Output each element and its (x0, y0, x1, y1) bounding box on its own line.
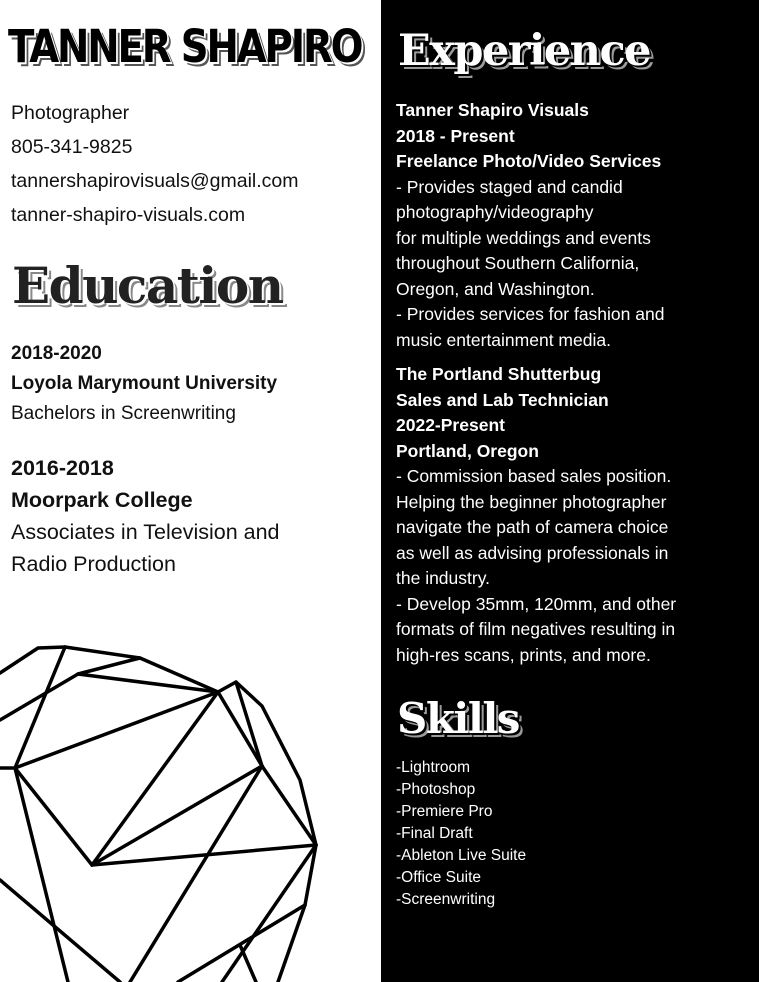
company-name: Tanner Shapiro Visuals (396, 100, 589, 120)
job-description-line: - Provides services for fashion and (396, 304, 665, 324)
education-school: Moorpark College (11, 488, 193, 512)
education-entry (11, 339, 277, 429)
job-description-line: throughout Southern California, (396, 253, 640, 273)
job-description-line: - Provides staged and candid (396, 176, 623, 197)
job-dates: 2022-Present (396, 415, 505, 435)
experience-heading: Experience (398, 26, 650, 76)
job-role: Freelance Photo/Video Services (396, 151, 662, 171)
skills-heading: Skills (397, 694, 519, 743)
skill-item: -Final Draft (396, 825, 473, 842)
job-description-line: high-res scans, prints, and more. (396, 644, 651, 665)
education-school: Loyola Marymount University (11, 373, 278, 394)
education-entry (11, 452, 280, 580)
contact-info (11, 96, 299, 232)
skills-list (396, 757, 526, 911)
job-description-line: Helping the beginner photographer (396, 491, 667, 512)
education-degree-line: Radio Production (11, 552, 176, 576)
job-description-line: for multiple weddings and events (396, 227, 651, 248)
job-title: Photographer (11, 102, 130, 124)
skill-item: -Screenwriting (396, 891, 496, 908)
skill-item: -Ableton Live Suite (396, 847, 527, 864)
job-description-line: - Commission based sales position. (396, 466, 672, 486)
skill-item: -Premiere Pro (396, 803, 493, 820)
job-description-line: as well as advising professionals in (396, 542, 669, 563)
job-role: Sales and Lab Technician (396, 389, 609, 410)
job-description-line: - Develop 35mm, 120mm, and other (396, 593, 677, 614)
right-column (381, 0, 759, 982)
job-description-line: Oregon, and Washington. (396, 278, 595, 299)
education-heading: Education (12, 256, 283, 315)
education-degree-line: Associates in Television and (11, 520, 280, 544)
job-description-line: navigate the path of camera choice (396, 517, 669, 537)
website: tanner-shapiro-visuals.com (11, 204, 246, 226)
job-description-line: formats of film negatives resulting in (396, 619, 676, 639)
skill-item: -Lightroom (396, 759, 471, 776)
email-address: tannershapirovisuals@gmail.com (11, 170, 299, 192)
job-description-line: the industry. (396, 568, 491, 588)
education-years: 2016-2018 (11, 456, 114, 480)
phone-number: 805-341-9825 (11, 136, 133, 158)
resume-name: TANNER SHAPIRO (8, 20, 362, 73)
job-description-line: music entertainment media. (396, 329, 611, 350)
education-degree: Bachelors in Screenwriting (11, 403, 236, 424)
experience-entry (396, 98, 664, 353)
skill-item: -Photoshop (396, 781, 476, 798)
job-location: Portland, Oregon (396, 440, 539, 461)
experience-entry (396, 362, 676, 668)
geometric-polyhedron-graphic (0, 640, 381, 982)
job-dates: 2018 - Present (396, 125, 515, 146)
company-name: The Portland Shutterbug (396, 364, 602, 384)
education-years: 2018-2020 (11, 343, 102, 364)
skill-item: -Office Suite (396, 869, 482, 886)
job-description-line: photography/videography (396, 202, 594, 222)
